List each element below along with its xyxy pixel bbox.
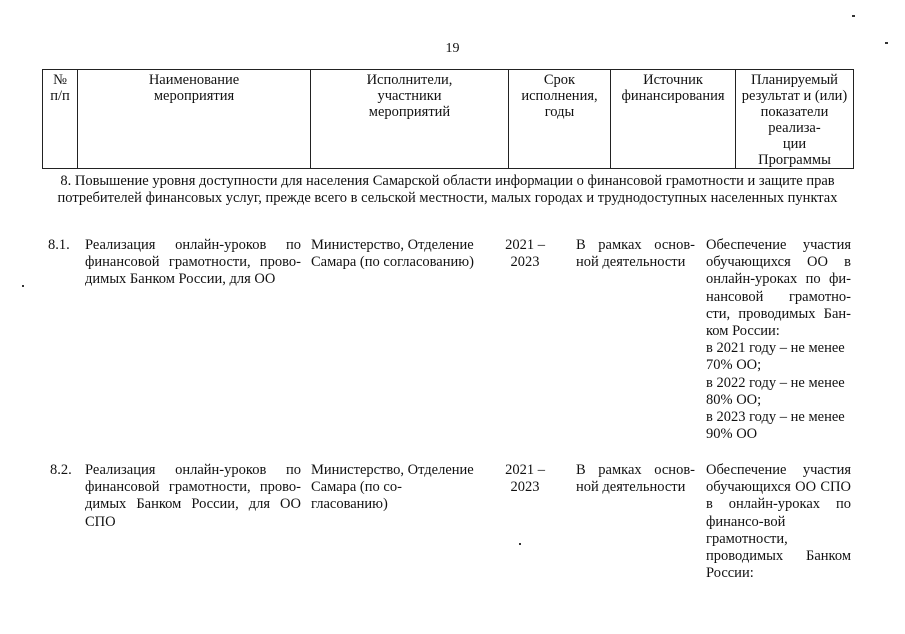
row-result-line: в 2021 году – не менее 70% ОО; (706, 340, 845, 374)
header-activity-name: Наименование мероприятия (78, 70, 311, 169)
row-executors: Министерство, Отделение Самара (по со-гласованию) (311, 462, 474, 513)
row-result-text: Обеспечение участия обучающихся ОО в онлайн-уроках по фи-нансовой грамотно-сти, проводимых Бан-ком России: (706, 237, 851, 340)
row-term: 2021 – 2023 (505, 237, 545, 271)
table-header (42, 69, 854, 169)
scan-speck (519, 543, 521, 545)
scan-speck (885, 42, 888, 44)
row-funding-source: В рамках основ-ной деятельности (576, 237, 695, 271)
row-executors: Министерство, Отделение Самара (по согласованию) (311, 237, 474, 271)
row-result-line: в 2023 году – не менее 90% ОО (706, 409, 845, 443)
row-result-line: в 2022 году – не менее 80% ОО; (706, 374, 845, 408)
header-term: Срок исполнения, годы (509, 70, 611, 169)
row-planned-result: Обеспечение участия обучающихся ОО СПО в онлайн-уроках по финансо-вой грамотности, проводимых Банком России: (706, 462, 851, 582)
scan-speck (852, 15, 855, 17)
page-number: 19 (445, 41, 460, 56)
row-planned-result (706, 237, 851, 443)
header-executors: Исполнители, участники мероприятий (311, 70, 509, 169)
scan-speck (22, 285, 24, 287)
row-term: 2021 – 2023 (505, 462, 545, 496)
row-funding-source: В рамках основ-ной деятельности (576, 462, 695, 496)
header-funding-source: Источник финансирования (611, 70, 736, 169)
row-number: 8.1. (48, 237, 70, 253)
row-activity-name: Реализация онлайн-уроков по финансовой грамотности, прово-димых Банком России, для ОО СПО (85, 462, 301, 530)
row-number: 8.2. (50, 462, 72, 478)
header-number: № п/п (43, 70, 78, 169)
section-title: 8. Повышение уровня доступности для населения Самарской области информации о финансовой грамотности и защите прав потребителей финансовых услуг, прежде всего в сельской местности, малых городах и труднодоступных населенных пунктах (57, 173, 838, 206)
row-activity-name: Реализация онлайн-уроков по финансовой грамотности, прово-димых Банком России, для ОО (85, 237, 301, 288)
header-planned-result: Планируемый результат и (или) показатели реализа- ции Программы (736, 70, 854, 169)
